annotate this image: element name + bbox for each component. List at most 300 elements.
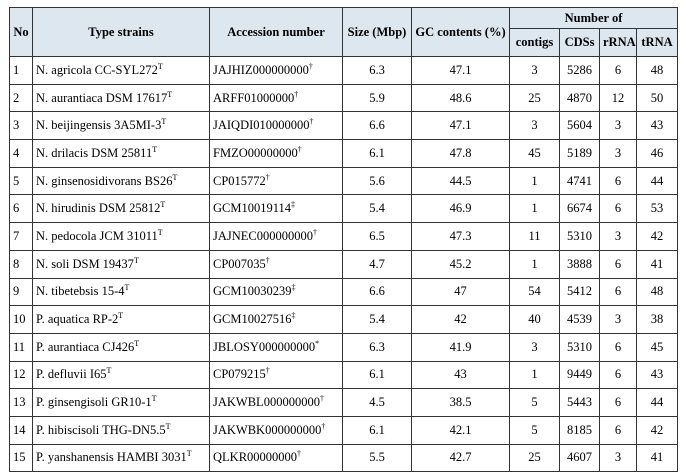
cell-no-text: 14	[13, 422, 26, 437]
cell-cdss-text: 4539	[567, 312, 592, 327]
cell-trna-text: 42	[650, 422, 664, 437]
table-row	[10, 306, 678, 334]
cell-rrna	[600, 389, 637, 417]
cell-no-text: 11	[13, 339, 26, 354]
cell-contigs-text: 25	[528, 450, 541, 465]
cell-type-strain	[33, 361, 210, 389]
table-row	[10, 167, 678, 195]
cell-gc-contents	[412, 361, 510, 389]
cell-contigs-text: 11	[528, 228, 541, 243]
accession-footnote-mark: †	[297, 449, 302, 459]
cell-accession-number-text: JAKWBK000000000	[213, 422, 322, 437]
table-row	[10, 278, 678, 306]
table-row	[10, 140, 678, 168]
cell-trna-text: 43	[650, 118, 664, 133]
cell-rrna-text: 6	[614, 201, 622, 216]
accession-footnote-mark: ‡	[291, 200, 296, 210]
cell-accession-number	[210, 306, 343, 334]
table-row	[10, 416, 678, 444]
cell-cdss-text: 5443	[567, 395, 592, 410]
cell-size-text: 6.1	[369, 422, 385, 437]
cell-contigs-text: 40	[528, 312, 541, 327]
cell-rrna-text: 6	[614, 284, 622, 299]
type-strain-superscript: T	[165, 421, 171, 431]
cell-rrna	[600, 167, 637, 195]
cell-accession-number	[210, 223, 343, 251]
cell-contigs-text: 45	[528, 145, 541, 160]
type-strain-superscript: T	[157, 227, 163, 237]
cell-no-text: 10	[13, 312, 26, 327]
accession-footnote-mark: ‡	[291, 283, 296, 293]
cell-trna	[637, 250, 678, 278]
cell-cdss	[560, 361, 600, 389]
cell-rrna	[600, 84, 637, 112]
cell-trna	[637, 333, 678, 361]
cell-gc-contents	[412, 333, 510, 361]
cell-type-strain-text: N. hirudinis DSM 25812	[36, 201, 161, 216]
cell-rrna-text: 12	[611, 90, 625, 105]
cell-accession-number-text: CP079215	[213, 367, 266, 382]
cell-contigs-text: 3	[531, 339, 538, 354]
cell-gc-contents	[412, 195, 510, 223]
cell-no	[10, 195, 33, 223]
cell-gc-contents-text: 47.1	[449, 118, 472, 133]
cell-cdss	[560, 223, 600, 251]
cell-size-text: 6.6	[369, 284, 385, 299]
cell-accession-number	[210, 416, 343, 444]
cell-contigs	[510, 195, 560, 223]
accession-footnote-mark: †	[265, 172, 270, 182]
strains-table	[9, 7, 678, 472]
cell-accession-number-text: JAKWBL000000000	[213, 395, 320, 410]
cell-no	[10, 333, 33, 361]
type-strain-superscript: T	[172, 172, 178, 182]
cell-cdss	[560, 112, 600, 140]
cell-cdss	[560, 140, 600, 168]
cell-contigs-text: 5	[531, 422, 538, 437]
cell-gc-contents	[412, 444, 510, 472]
cell-cdss-text: 5412	[567, 284, 592, 299]
cell-type-strain	[33, 84, 210, 112]
cell-size	[343, 140, 412, 168]
cell-no-text: 13	[13, 395, 26, 410]
cell-no-text: 6	[13, 201, 20, 216]
cell-gc-contents	[412, 223, 510, 251]
cell-cdss-text: 9449	[567, 367, 592, 382]
cell-rrna-text: 3	[614, 228, 622, 243]
cell-trna	[637, 167, 678, 195]
type-strain-superscript: T	[186, 449, 192, 459]
cell-trna	[637, 306, 678, 334]
accession-footnote-mark: *	[315, 338, 320, 348]
cell-size	[343, 57, 412, 85]
header-contigs: contigs	[510, 29, 560, 57]
cell-trna-text: 42	[650, 228, 664, 243]
cell-rrna-text: 6	[614, 173, 622, 188]
cell-no-text: 8	[13, 256, 20, 271]
cell-size	[343, 278, 412, 306]
table-row	[10, 195, 678, 223]
cell-rrna	[600, 112, 637, 140]
cell-no-text: 1	[13, 62, 20, 77]
cell-contigs-text: 1	[531, 201, 538, 216]
cell-cdss	[560, 167, 600, 195]
cell-type-strain	[33, 140, 210, 168]
cell-cdss	[560, 444, 600, 472]
cell-gc-contents	[412, 250, 510, 278]
cell-cdss	[560, 306, 600, 334]
cell-no-text: 7	[13, 228, 20, 243]
cell-cdss-text: 5310	[567, 339, 592, 354]
cell-gc-contents-text: 42.7	[449, 450, 472, 465]
type-strain-superscript: T	[157, 61, 163, 71]
accession-footnote-mark: ‡	[291, 310, 296, 320]
cell-rrna	[600, 306, 637, 334]
cell-gc-contents	[412, 306, 510, 334]
cell-cdss-text: 5604	[567, 118, 592, 133]
header-size: Size (Mbp)	[343, 8, 412, 57]
cell-trna	[637, 361, 678, 389]
cell-type-strain	[33, 195, 210, 223]
cell-accession-number	[210, 444, 343, 472]
cell-rrna-text: 3	[614, 312, 622, 327]
cell-trna	[637, 223, 678, 251]
table-row	[10, 250, 678, 278]
cell-trna	[637, 389, 678, 417]
cell-rrna-text: 6	[614, 395, 622, 410]
cell-size	[343, 250, 412, 278]
accession-footnote-mark: †	[319, 393, 324, 403]
cell-size-text: 4.5	[369, 395, 385, 410]
cell-cdss-text: 4741	[567, 173, 592, 188]
accession-footnote-mark: †	[309, 117, 314, 127]
cell-accession-number	[210, 57, 343, 85]
cell-trna	[637, 416, 678, 444]
cell-rrna	[600, 140, 637, 168]
cell-contigs	[510, 278, 560, 306]
header-trna: tRNA	[637, 29, 678, 57]
type-strain-superscript: T	[151, 393, 157, 403]
cell-gc-contents-text: 42	[454, 312, 467, 327]
cell-type-strain-text: N. beijingensis 3A5MI-3	[36, 118, 162, 133]
cell-type-strain-text: P. aurantiaca CJ426	[36, 339, 135, 354]
cell-cdss	[560, 278, 600, 306]
cell-trna	[637, 195, 678, 223]
cell-no	[10, 223, 33, 251]
cell-gc-contents-text: 47.3	[449, 228, 472, 243]
cell-cdss-text: 8185	[567, 422, 592, 437]
cell-size	[343, 223, 412, 251]
cell-trna-text: 46	[650, 145, 664, 160]
cell-no	[10, 84, 33, 112]
cell-no-text: 5	[13, 173, 20, 188]
cell-no-text: 3	[13, 118, 20, 133]
cell-rrna-text: 6	[614, 339, 622, 354]
cell-cdss	[560, 57, 600, 85]
cell-size-text: 5.4	[369, 312, 385, 327]
cell-no-text: 15	[13, 450, 26, 465]
cell-cdss-text: 5310	[567, 228, 592, 243]
table-row	[10, 444, 678, 472]
cell-trna-text: 48	[650, 62, 664, 77]
cell-type-strain-text: P. aquatica RP-2	[36, 312, 119, 327]
header-number-of: Number of	[510, 8, 678, 29]
cell-trna	[637, 57, 678, 85]
cell-type-strain	[33, 112, 210, 140]
cell-size-text: 5.6	[369, 173, 385, 188]
cell-no	[10, 250, 33, 278]
cell-rrna	[600, 333, 637, 361]
header-accession-number: Accession number	[210, 8, 343, 57]
cell-accession-number-text: GCM10019114	[213, 201, 292, 216]
cell-accession-number-text: GCM10027516	[213, 312, 292, 327]
cell-accession-number	[210, 333, 343, 361]
type-strain-superscript: T	[133, 255, 139, 265]
cell-size	[343, 167, 412, 195]
cell-accession-number-text: JAJNEC000000000	[213, 228, 314, 243]
cell-type-strain	[33, 167, 210, 195]
table-header	[10, 8, 678, 57]
cell-no-text: 12	[13, 367, 26, 382]
cell-trna-text: 48	[650, 284, 664, 299]
cell-trna	[637, 112, 678, 140]
cell-contigs	[510, 333, 560, 361]
header-type-strains: Type strains	[33, 8, 210, 57]
cell-type-strain-text: P. defluvii I65	[36, 367, 107, 382]
cell-size	[343, 84, 412, 112]
cell-accession-number	[210, 195, 343, 223]
table-row	[10, 389, 678, 417]
cell-size-text: 6.5	[369, 228, 385, 243]
cell-contigs-text: 1	[531, 256, 538, 271]
cell-type-strain-text: N. tibetebsis 15-4	[36, 284, 125, 299]
cell-type-strain-text: P. hibiscisoli THG-DN5.5	[36, 422, 166, 437]
cell-gc-contents	[412, 416, 510, 444]
cell-type-strain	[33, 416, 210, 444]
cell-contigs	[510, 57, 560, 85]
cell-size-text: 6.1	[369, 367, 385, 382]
cell-trna	[637, 278, 678, 306]
cell-size	[343, 333, 412, 361]
cell-cdss	[560, 333, 600, 361]
cell-rrna	[600, 250, 637, 278]
cell-gc-contents-text: 47	[454, 284, 467, 299]
cell-type-strain	[33, 223, 210, 251]
cell-gc-contents-text: 47.8	[449, 145, 472, 160]
cell-gc-contents-text: 45.2	[449, 256, 472, 271]
cell-trna-text: 50	[650, 90, 664, 105]
cell-gc-contents-text: 43	[454, 367, 467, 382]
cell-trna-text: 45	[650, 339, 664, 354]
cell-cdss	[560, 84, 600, 112]
cell-type-strain	[33, 250, 210, 278]
cell-no	[10, 306, 33, 334]
cell-accession-number-text: ARFF01000000	[213, 90, 295, 105]
cell-size-text: 5.9	[369, 90, 385, 105]
cell-accession-number-text: JAIQDI010000000	[213, 118, 310, 133]
cell-trna-text: 41	[650, 256, 664, 271]
cell-no	[10, 167, 33, 195]
cell-rrna-text: 6	[614, 367, 622, 382]
table-row	[10, 361, 678, 389]
cell-accession-number	[210, 389, 343, 417]
cell-no	[10, 416, 33, 444]
cell-accession-number-text: JBLOSY000000000	[213, 339, 316, 354]
cell-size	[343, 195, 412, 223]
cell-accession-number-text: GCM10030239	[213, 284, 292, 299]
cell-accession-number	[210, 278, 343, 306]
cell-trna-text: 41	[650, 450, 664, 465]
cell-trna-text: 44	[650, 173, 664, 188]
cell-gc-contents-text: 42.1	[449, 422, 472, 437]
cell-cdss-text: 5189	[567, 145, 592, 160]
cell-type-strain-text: N. agricola CC-SYL272	[36, 62, 158, 77]
type-strain-superscript: T	[134, 338, 140, 348]
cell-type-strain-text: N. pedocola JCM 31011	[36, 228, 158, 243]
cell-gc-contents-text: 38.5	[449, 395, 472, 410]
cell-gc-contents	[412, 112, 510, 140]
cell-rrna-text: 3	[614, 450, 622, 465]
type-strain-superscript: T	[118, 310, 124, 320]
cell-trna-text: 53	[650, 201, 664, 216]
cell-contigs	[510, 306, 560, 334]
cell-rrna	[600, 416, 637, 444]
cell-rrna	[600, 195, 637, 223]
accession-footnote-mark: †	[265, 255, 270, 265]
cell-contigs-text: 5	[531, 395, 538, 410]
table-body	[10, 57, 678, 472]
cell-size-text: 6.3	[369, 62, 385, 77]
cell-no-text: 2	[13, 90, 20, 105]
type-strain-superscript: T	[167, 89, 173, 99]
cell-size	[343, 361, 412, 389]
cell-no	[10, 140, 33, 168]
cell-contigs	[510, 444, 560, 472]
cell-accession-number-text: CP015772	[213, 173, 266, 188]
cell-rrna	[600, 223, 637, 251]
cell-accession-number	[210, 250, 343, 278]
header-gc-contents: GC contents (%)	[412, 8, 510, 57]
cell-size-text: 5.5	[369, 450, 385, 465]
cell-gc-contents	[412, 278, 510, 306]
cell-size-text: 6.1	[369, 145, 385, 160]
cell-gc-contents-text: 46.9	[449, 201, 472, 216]
cell-no	[10, 389, 33, 417]
cell-rrna-text: 6	[614, 422, 622, 437]
cell-type-strain	[33, 444, 210, 472]
cell-no	[10, 57, 33, 85]
cell-contigs	[510, 361, 560, 389]
cell-rrna-text: 6	[614, 256, 622, 271]
cell-gc-contents	[412, 57, 510, 85]
cell-no-text: 4	[13, 145, 20, 160]
cell-no	[10, 278, 33, 306]
cell-type-strain-text: N. drilacis DSM 25811	[36, 145, 153, 160]
cell-no	[10, 112, 33, 140]
table-row	[10, 112, 678, 140]
accession-footnote-mark: †	[321, 421, 326, 431]
cell-contigs-text: 1	[531, 173, 538, 188]
cell-type-strain-text: P. yanshanensis HAMBI 3031	[36, 450, 187, 465]
cell-rrna	[600, 361, 637, 389]
cell-cdss	[560, 389, 600, 417]
table-row	[10, 333, 678, 361]
cell-accession-number-text: CP007035	[213, 256, 266, 271]
accession-footnote-mark: †	[308, 61, 313, 71]
cell-rrna-text: 3	[614, 118, 622, 133]
cell-type-strain-text: N. ginsenosidivorans BS26	[36, 173, 173, 188]
cell-size	[343, 306, 412, 334]
cell-accession-number	[210, 84, 343, 112]
cell-cdss-text: 4870	[567, 90, 592, 105]
cell-contigs	[510, 112, 560, 140]
cell-rrna	[600, 278, 637, 306]
cell-contigs	[510, 84, 560, 112]
accession-footnote-mark: †	[294, 89, 299, 99]
cell-no-text: 9	[13, 284, 20, 299]
cell-cdss	[560, 195, 600, 223]
cell-no	[10, 444, 33, 472]
type-strain-superscript: T	[106, 366, 112, 376]
cell-gc-contents-text: 41.9	[449, 339, 472, 354]
cell-cdss-text: 3888	[567, 256, 592, 271]
table-row	[10, 223, 678, 251]
cell-type-strain	[33, 333, 210, 361]
cell-contigs-text: 3	[531, 62, 538, 77]
type-strain-superscript: T	[161, 117, 167, 127]
cell-cdss	[560, 250, 600, 278]
cell-gc-contents	[412, 389, 510, 417]
cell-size-text: 5.4	[369, 201, 385, 216]
cell-gc-contents	[412, 167, 510, 195]
cell-gc-contents	[412, 84, 510, 112]
cell-contigs	[510, 167, 560, 195]
cell-rrna	[600, 57, 637, 85]
cell-rrna-text: 6	[614, 62, 622, 77]
accession-footnote-mark: †	[297, 144, 302, 154]
type-strain-superscript: T	[152, 144, 158, 154]
cell-rrna	[600, 444, 637, 472]
cell-contigs-text: 25	[528, 90, 541, 105]
cell-size-text: 6.6	[369, 118, 385, 133]
cell-cdss-text: 6674	[567, 201, 592, 216]
cell-accession-number	[210, 361, 343, 389]
cell-gc-contents-text: 48.6	[449, 90, 472, 105]
accession-footnote-mark: †	[313, 227, 318, 237]
cell-trna	[637, 140, 678, 168]
header-cdss: CDSs	[560, 29, 600, 57]
table-row	[10, 57, 678, 85]
table-row	[10, 84, 678, 112]
header-no: No	[10, 8, 33, 57]
cell-trna	[637, 444, 678, 472]
cell-contigs-text: 3	[531, 118, 538, 133]
header-rrna: rRNA	[600, 29, 637, 57]
cell-contigs	[510, 223, 560, 251]
cell-contigs	[510, 416, 560, 444]
cell-cdss-text: 4607	[567, 450, 592, 465]
cell-contigs	[510, 140, 560, 168]
cell-size	[343, 416, 412, 444]
cell-trna-text: 43	[650, 367, 664, 382]
cell-gc-contents-text: 47.1	[449, 62, 472, 77]
cell-accession-number-text: JAJHIZ000000000	[213, 62, 309, 77]
cell-type-strain-text: N. soli DSM 19437	[36, 256, 134, 271]
cell-accession-number-text: QLKR00000000	[213, 450, 298, 465]
cell-contigs-text: 54	[528, 284, 541, 299]
cell-accession-number	[210, 140, 343, 168]
cell-size-text: 6.3	[369, 339, 385, 354]
